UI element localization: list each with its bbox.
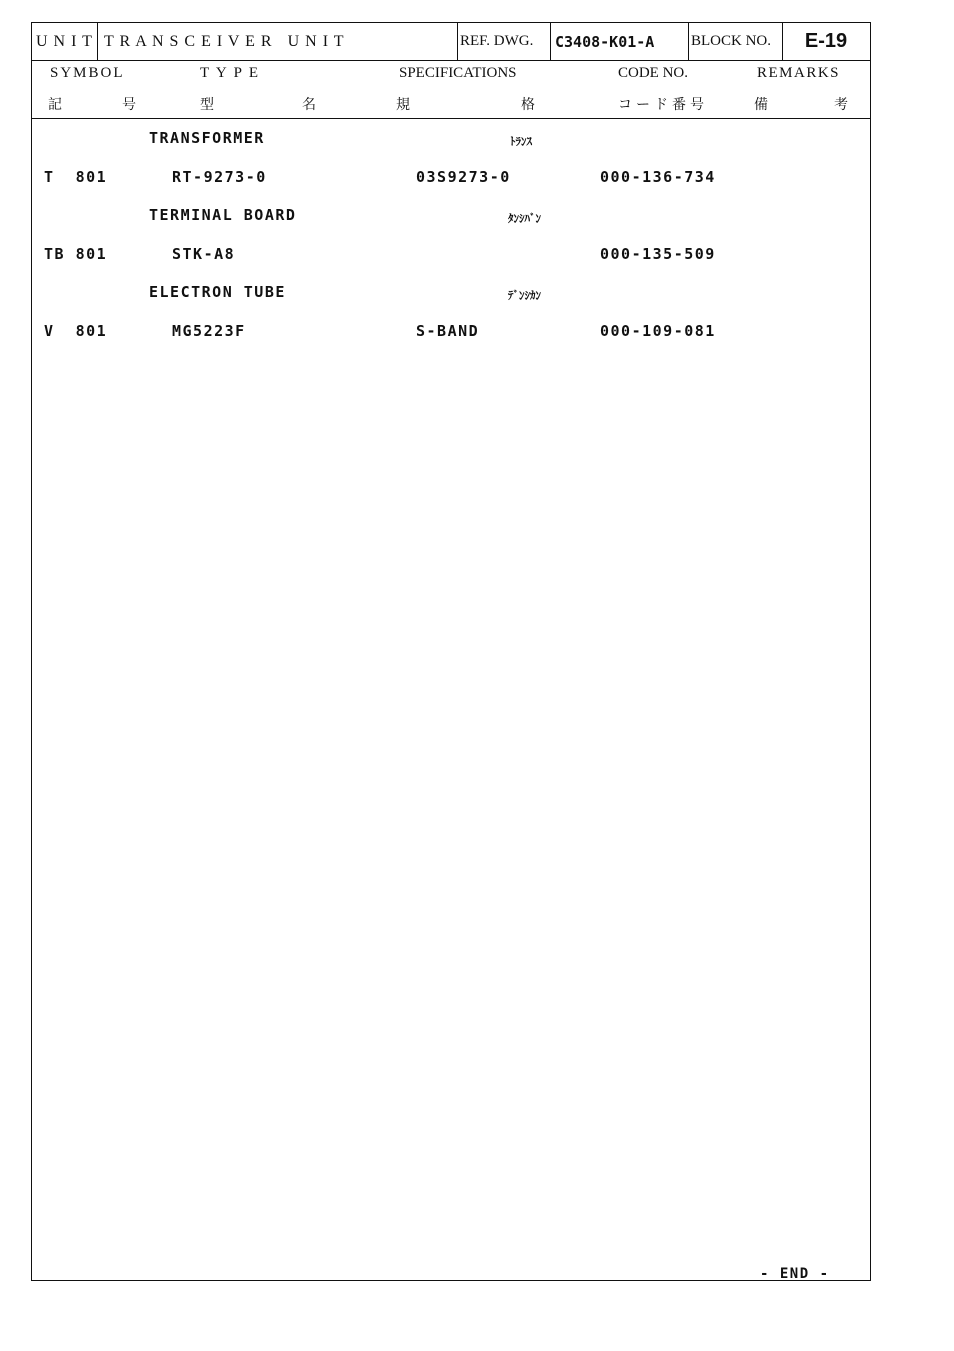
divider — [97, 23, 98, 60]
parts-list-sheet — [31, 22, 871, 1281]
jp-code: コード番号 — [618, 97, 708, 113]
block-no-value: E-19 — [804, 30, 848, 52]
group-name: TRANSFORMER — [149, 129, 265, 147]
group-kana: ﾄﾗﾝｽ — [510, 135, 532, 148]
end-mark: - END - — [760, 1266, 830, 1282]
group-kana: ﾀﾝｼﾊﾞﾝ — [508, 212, 541, 225]
part-code: 000-109-081 — [600, 322, 716, 340]
col-type: T Y P E — [200, 65, 259, 81]
group-name: ELECTRON TUBE — [149, 283, 286, 301]
part-code: 000-136-734 — [600, 168, 716, 186]
unit-name: T R A N S C E I V E R U N I T — [104, 32, 345, 50]
col-code: CODE NO. — [618, 65, 688, 81]
divider — [550, 23, 551, 60]
jp-type-1: 型 — [200, 97, 214, 113]
ref-dwg-value: C3408-K01-A — [555, 32, 655, 51]
unit-label: U N I T — [36, 32, 93, 50]
part-spec: 03S9273-0 — [416, 168, 511, 186]
part-symbol: V 801 — [44, 322, 108, 340]
group-name: TERMINAL BOARD — [149, 206, 297, 224]
jp-spec-1: 規 — [396, 97, 410, 113]
ref-dwg-label: REF. DWG. — [460, 33, 534, 49]
part-code: 000-135-509 — [600, 245, 716, 263]
jp-remarks-2: 考 — [834, 97, 848, 113]
divider — [688, 23, 689, 60]
col-specifications: SPECIFICATIONS — [399, 65, 517, 81]
jp-symbol-2: 号 — [122, 97, 136, 113]
block-no-label: BLOCK NO. — [691, 33, 772, 49]
col-symbol: SYMBOL — [50, 65, 125, 81]
part-symbol: T 801 — [44, 168, 108, 186]
jp-type-2: 名 — [302, 97, 316, 113]
jp-spec-2: 格 — [521, 97, 535, 113]
part-type: RT-9273-0 — [172, 168, 267, 186]
col-remarks: REMARKS — [757, 65, 841, 81]
part-type: MG5223F — [172, 322, 246, 340]
jp-symbol-1: 記 — [48, 97, 62, 113]
divider — [457, 23, 458, 60]
part-spec: S-BAND — [416, 322, 480, 340]
group-kana: ﾃﾞﾝｼｶﾝ — [508, 289, 541, 302]
part-type: STK-A8 — [172, 245, 236, 263]
title-header — [32, 23, 870, 61]
column-headers — [32, 61, 870, 119]
jp-remarks-1: 備 — [754, 97, 768, 113]
part-symbol: TB 801 — [44, 245, 108, 263]
